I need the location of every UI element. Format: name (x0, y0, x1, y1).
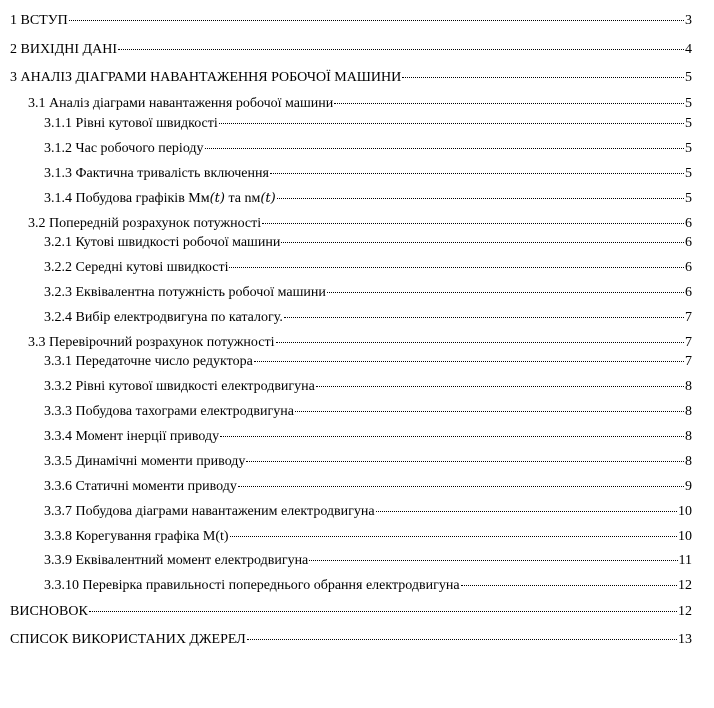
toc-entry[interactable] (10, 12, 692, 30)
formula-argument: (t) (260, 191, 276, 206)
dot-leader (281, 241, 684, 243)
dot-leader (402, 76, 684, 78)
toc-entry[interactable] (44, 165, 692, 183)
toc-page-number: 9 (685, 479, 692, 494)
toc-entry-label: 3.3.3 Побудова тахограми електродвигуна (44, 404, 294, 419)
toc-entry-label: 3.3.9 Еквівалентний момент електродвигуна (44, 553, 309, 568)
toc-entry[interactable] (10, 631, 692, 649)
dot-leader (69, 19, 684, 21)
dot-leader (118, 48, 684, 50)
toc-page-number: 10 (678, 529, 692, 544)
toc-entry-label: 2 ВИХІДНІ ДАНІ (10, 42, 117, 57)
toc-page-number: 7 (685, 310, 692, 325)
dot-leader (205, 147, 684, 149)
dot-leader (246, 460, 684, 462)
dot-leader (376, 510, 677, 512)
toc-entry-label: 3.3.10 Перевірка правильності попереднього обрання електродвигуна (44, 578, 460, 593)
dot-leader (284, 316, 684, 318)
toc-entry[interactable] (44, 478, 692, 496)
dot-leader (276, 341, 685, 343)
toc-entry[interactable] (44, 284, 692, 302)
toc-entry-label: 3.2.4 Вибір електродвигуна по каталогу. (44, 310, 283, 325)
dot-leader (334, 102, 684, 104)
toc-page-number: 3 (685, 13, 692, 28)
toc-entry-label-part: та nм (224, 191, 261, 206)
dot-leader (220, 435, 684, 437)
dot-leader (219, 122, 684, 124)
toc-entry-label: 3 АНАЛІЗ ДІАГРАМИ НАВАНТАЖЕННЯ РОБОЧОЇ МАШИНИ (10, 70, 402, 85)
toc-page-number: 5 (685, 141, 692, 156)
toc-entry[interactable] (44, 234, 692, 252)
toc-entry-label: 3.3 Перевірочний розрахунок потужності (28, 335, 275, 350)
toc-entry[interactable] (44, 428, 692, 446)
toc-page-number: 8 (685, 454, 692, 469)
toc-entry-label: 3.1.1 Рівні кутової швидкості (44, 116, 218, 131)
toc-page-number: 7 (685, 335, 692, 350)
toc-entry-label: 3.3.2 Рівні кутової швидкості електродвигуна (44, 379, 315, 394)
dot-leader (238, 485, 684, 487)
toc-entry[interactable] (44, 115, 692, 133)
toc-entry-label: 1 ВСТУП (10, 13, 68, 28)
toc-entry[interactable] (28, 95, 692, 113)
toc-entry-label: 3.3.7 Побудова діаграми навантаженим електродвигуна (44, 504, 375, 519)
toc-page-number: 6 (685, 216, 692, 231)
toc-entry-label: 3.2.2 Середні кутові швидкості (44, 260, 229, 275)
toc-page-number: 8 (685, 404, 692, 419)
toc-entry-label: 3.1.2 Час робочого періоду (44, 141, 204, 156)
dot-leader (295, 410, 684, 412)
dot-leader (277, 197, 684, 199)
dot-leader (254, 360, 684, 362)
toc-page-number: 5 (685, 191, 692, 206)
toc-page-number: 8 (685, 429, 692, 444)
toc-page-number: 5 (685, 70, 692, 85)
toc-page-number: 13 (678, 632, 692, 647)
toc-entry-label: 3.2.3 Еквівалентна потужність робочої машини (44, 285, 326, 300)
dot-leader (309, 559, 677, 561)
toc-entry-label: 3.1.3 Фактична тривалість включення (44, 166, 269, 181)
toc-entry-label: 3.3.6 Статичні моменти приводу (44, 479, 237, 494)
toc-entry[interactable] (44, 309, 692, 327)
toc-entry-label: 3.3.5 Динамічні моменти приводу (44, 454, 246, 469)
toc-entry[interactable] (44, 577, 692, 595)
dot-leader (230, 535, 677, 537)
toc-page-number: 5 (685, 96, 692, 111)
toc-entry[interactable] (28, 334, 692, 352)
toc-entry[interactable] (44, 378, 692, 396)
toc-page-number: 12 (678, 604, 692, 619)
toc-page-number: 7 (685, 354, 692, 369)
toc-page-number: 11 (678, 553, 692, 568)
toc-entry-label-part: 3.1.4 Побудова графіків Mм (44, 191, 210, 206)
dot-leader (316, 385, 684, 387)
toc-entry-label: 3.3.4 Момент інерції приводу (44, 429, 220, 444)
toc-entry-label (44, 190, 276, 208)
toc-page-number: 10 (678, 504, 692, 519)
toc-page-number: 12 (678, 578, 692, 593)
toc-page-number: 6 (685, 260, 692, 275)
toc-entry[interactable] (28, 215, 692, 233)
toc-entry[interactable] (44, 190, 692, 208)
toc-entry[interactable] (44, 453, 692, 471)
toc-page-number: 5 (685, 166, 692, 181)
toc-entry[interactable] (44, 140, 692, 158)
toc-page-number: 5 (685, 116, 692, 131)
toc-page-number: 6 (685, 285, 692, 300)
toc-entry-label: 3.2 Попередній розрахунок потужності (28, 216, 262, 231)
toc-entry[interactable] (10, 69, 692, 87)
toc-page-number: 8 (685, 379, 692, 394)
dot-leader (229, 266, 684, 268)
formula-argument: (t) (209, 191, 225, 206)
dot-leader (461, 584, 677, 586)
dot-leader (89, 610, 677, 612)
toc-entry-label: СПИСОК ВИКОРИСТАНИХ ДЖЕРЕЛ (10, 632, 246, 647)
toc-entry[interactable] (44, 403, 692, 421)
toc-entry[interactable] (44, 528, 692, 546)
dot-leader (247, 638, 677, 640)
toc-entry-label: 3.3.1 Передаточне число редуктора (44, 354, 253, 369)
dot-leader (270, 172, 684, 174)
toc-entry[interactable] (44, 552, 692, 570)
toc-entry-label: 3.3.8 Корегування графіка M(t) (44, 529, 229, 544)
toc-page-number: 4 (685, 42, 692, 57)
toc-entry-label: 3.1 Аналіз діаграми навантаження робочої машини (28, 96, 334, 111)
toc-entry-label: 3.2.1 Кутові швидкості робочої машини (44, 235, 281, 250)
dot-leader (262, 222, 684, 224)
toc-entry[interactable] (44, 259, 692, 277)
dot-leader (327, 291, 684, 293)
toc-entry[interactable] (10, 41, 692, 59)
toc-entry[interactable] (10, 603, 692, 621)
toc-entry[interactable] (44, 503, 692, 521)
toc-entry[interactable] (44, 353, 692, 371)
toc-entry-label: ВИСНОВОК (10, 604, 88, 619)
toc-page-number: 6 (685, 235, 692, 250)
